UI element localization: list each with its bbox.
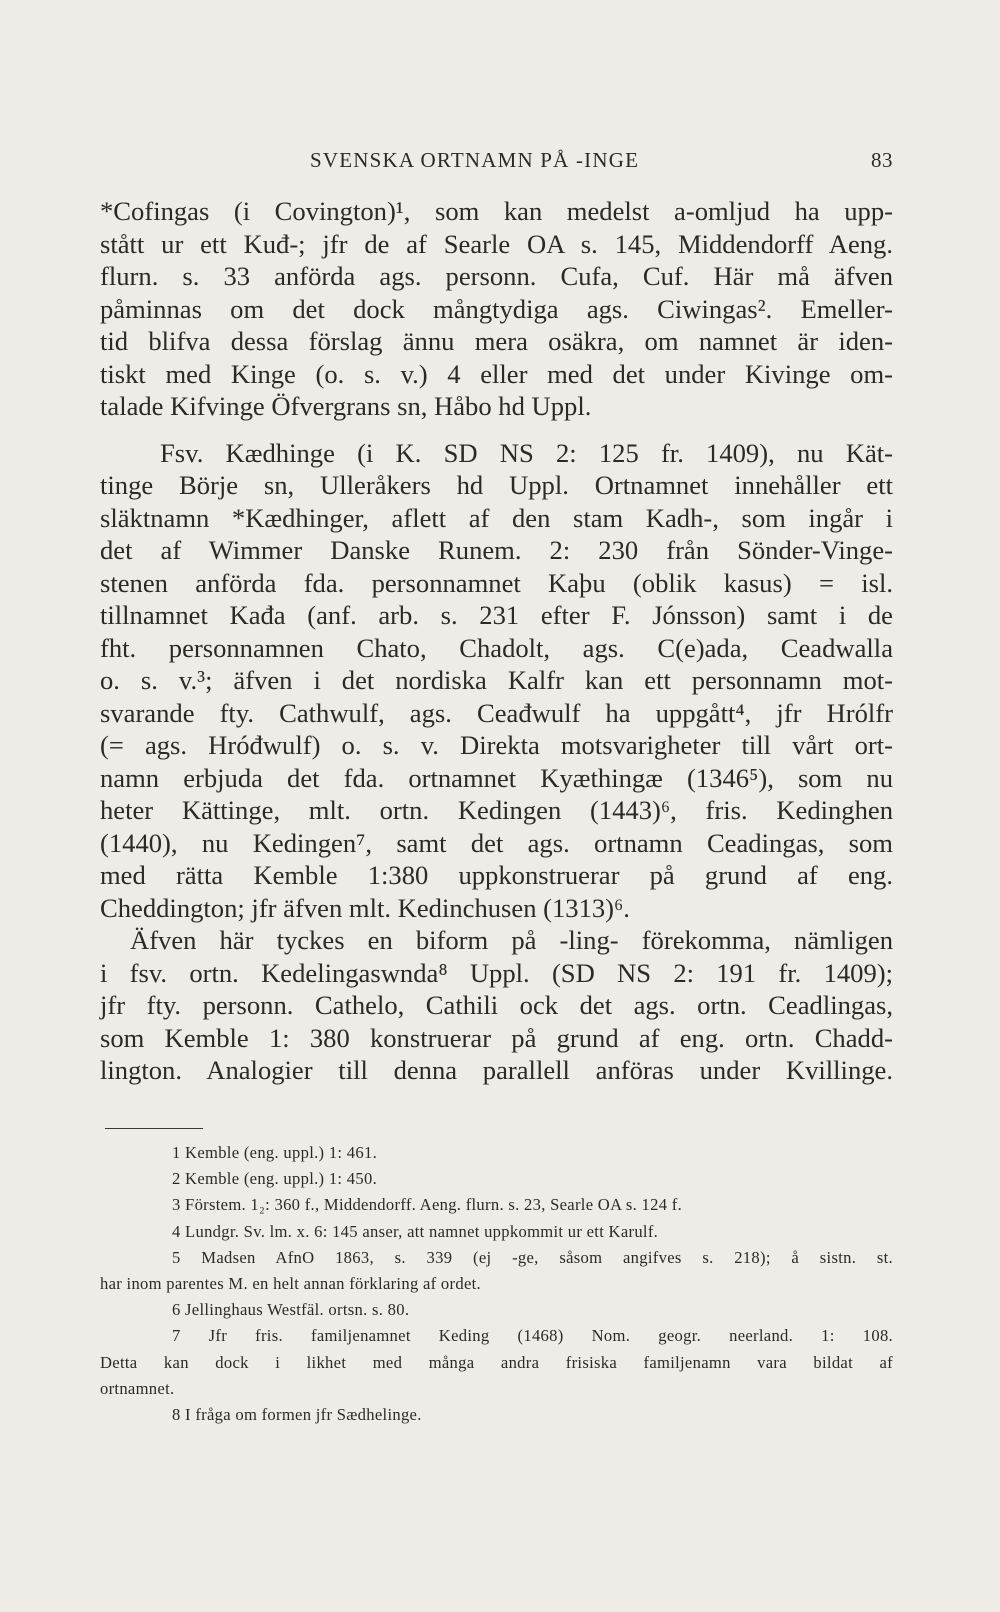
footnote: 2 Kemble (eng. uppl.) 1: 450. [172,1169,378,1189]
text-line: tiskt med Kinge (o. s. v.) 4 eller med det under Kivinge om- [100,358,893,389]
text-line: i fsv. ortn. Kedelingaswnda⁸ Uppl. (SD NS 2: 191 fr. 1409); [100,957,893,988]
text-line: flurn. s. 33 anförda ags. personn. Cufa, Cuf. Här må äfven [100,261,893,291]
text-line: jfr fty. personn. Cathelo, Cathili ock det ags. ortn. Ceadlingas, [100,990,893,1020]
text-line: det af Wimmer Danske Runem. 2: 230 från Sönder-Vinge- [100,535,893,565]
footnote: 6 Jellinghaus Westfäl. ortsn. s. 80. [172,1300,410,1320]
footnote: 5 Madsen AfnO 1863, s. 339 (ej -ge, såsom angifves s. 218); å sistn. st. [172,1247,893,1267]
text-line: namn erbjuda det fda. ortnamnet Kyæthingæ (1346⁵), som nu [100,762,893,793]
text-line: *Cofingas (i Covington)¹, som kan medelst a-omljud ha upp- [100,196,893,226]
footnote: 8 I fråga om formen jfr Sædhelinge. [172,1404,422,1424]
running-head: SVENSKA ORTNAMN PÅ -INGE [310,148,640,172]
text-line: som Kemble 1: 380 konstruerar på grund af eng. ortn. Chadd- [100,1022,893,1053]
text-line: stått ur ett Kuđ-; jfr de af Searle OA s. 145, Middendorff Aeng. [100,228,893,259]
text-line: stenen anförda fda. personnamnet Kaþu (oblik kasus) = isl. [100,567,893,598]
paragraph-gap [100,423,893,437]
footnote: 1 Kemble (eng. uppl.) 1: 461. [172,1143,378,1162]
text-line: lington. Analogier till denna parallell anföras under Kvillinge. [100,1055,893,1085]
text-line: (1440), nu Kedingen⁷, samt det ags. ortnamn Ceadingas, som [100,827,893,858]
text-line: tinge Börje sn, Ulleråkers hd Uppl. Ortnamnet innehåller ett [100,470,893,500]
text-line: släktnamn *Kædhinger, aflett af den stam Kadh-, som ingår i [100,502,893,533]
text-line: med rätta Kemble 1:380 uppkonstruerar på grund af eng. [100,860,893,890]
text-line: Äfven här tyckes en biform på -ling- förekomma, nämligen [130,925,893,955]
text-line: tid blifva dessa förslag ännu mera osäkra, om namnet är iden- [100,326,893,356]
page-header [100,148,893,178]
footnote: 3 Förstem. 1₂: 360 f., Middendorff. Aeng. flurn. s. 23, Searle OA s. 124 f. [172,1195,683,1215]
footnote: 4 Lundgr. Sv. lm. x. 6: 145 anser, att namnet uppkommit ur ett Karulf. [172,1221,659,1241]
text-line: svarande fty. Cathwulf, ags. Ceađwulf ha uppgått⁴, jfr Hrólfr [100,697,893,728]
footnote: 7 Jfr fris. familjenamnet Keding (1468) Nom. geogr. neerland. 1: 108. [172,1326,893,1346]
text-line: Fsv. Kædhinge (i K. SD NS 2: 125 fr. 1409), nu Kät- [160,437,893,468]
main-text [100,195,893,1087]
footnote-continuation: Detta kan dock i likhet med många andra frisiska familjenamn vara bildat af [100,1352,893,1372]
text-line: påminnas om det dock mångtydiga ags. Ciwingas². Emeller- [100,293,893,324]
footnote-rule [105,1128,203,1129]
footnote-continuation: har inom parentes M. en helt annan förklaring af ordet. [100,1273,481,1293]
page-number: 83 [871,148,893,172]
footnote-continuation: ortnamnet. [100,1378,175,1398]
text-line: talade Kifvinge Öfvergrans sn, Håbo hd Uppl. [100,391,592,421]
text-line: (= ags. Hróđwulf) o. s. v. Direkta motsvarigheter till vårt ort- [100,730,893,760]
text-line: heter Kättinge, mlt. ortn. Kedingen (1443)⁶, fris. Kedinghen [100,795,893,825]
text-line: fht. personnamnen Chato, Chadolt, ags. C(e)ada, Ceadwalla [100,632,893,663]
text-line: tillnamnet Kađa (anf. arb. s. 231 efter F. Jónsson) samt i de [100,600,893,630]
text-line: Cheddington; jfr äfven mlt. Kedinchusen (1313)⁶. [100,892,630,923]
text-line: o. s. v.³; äfven i det nordiska Kalfr kan ett personnamn mot- [100,665,893,695]
footnotes [100,1140,893,1428]
